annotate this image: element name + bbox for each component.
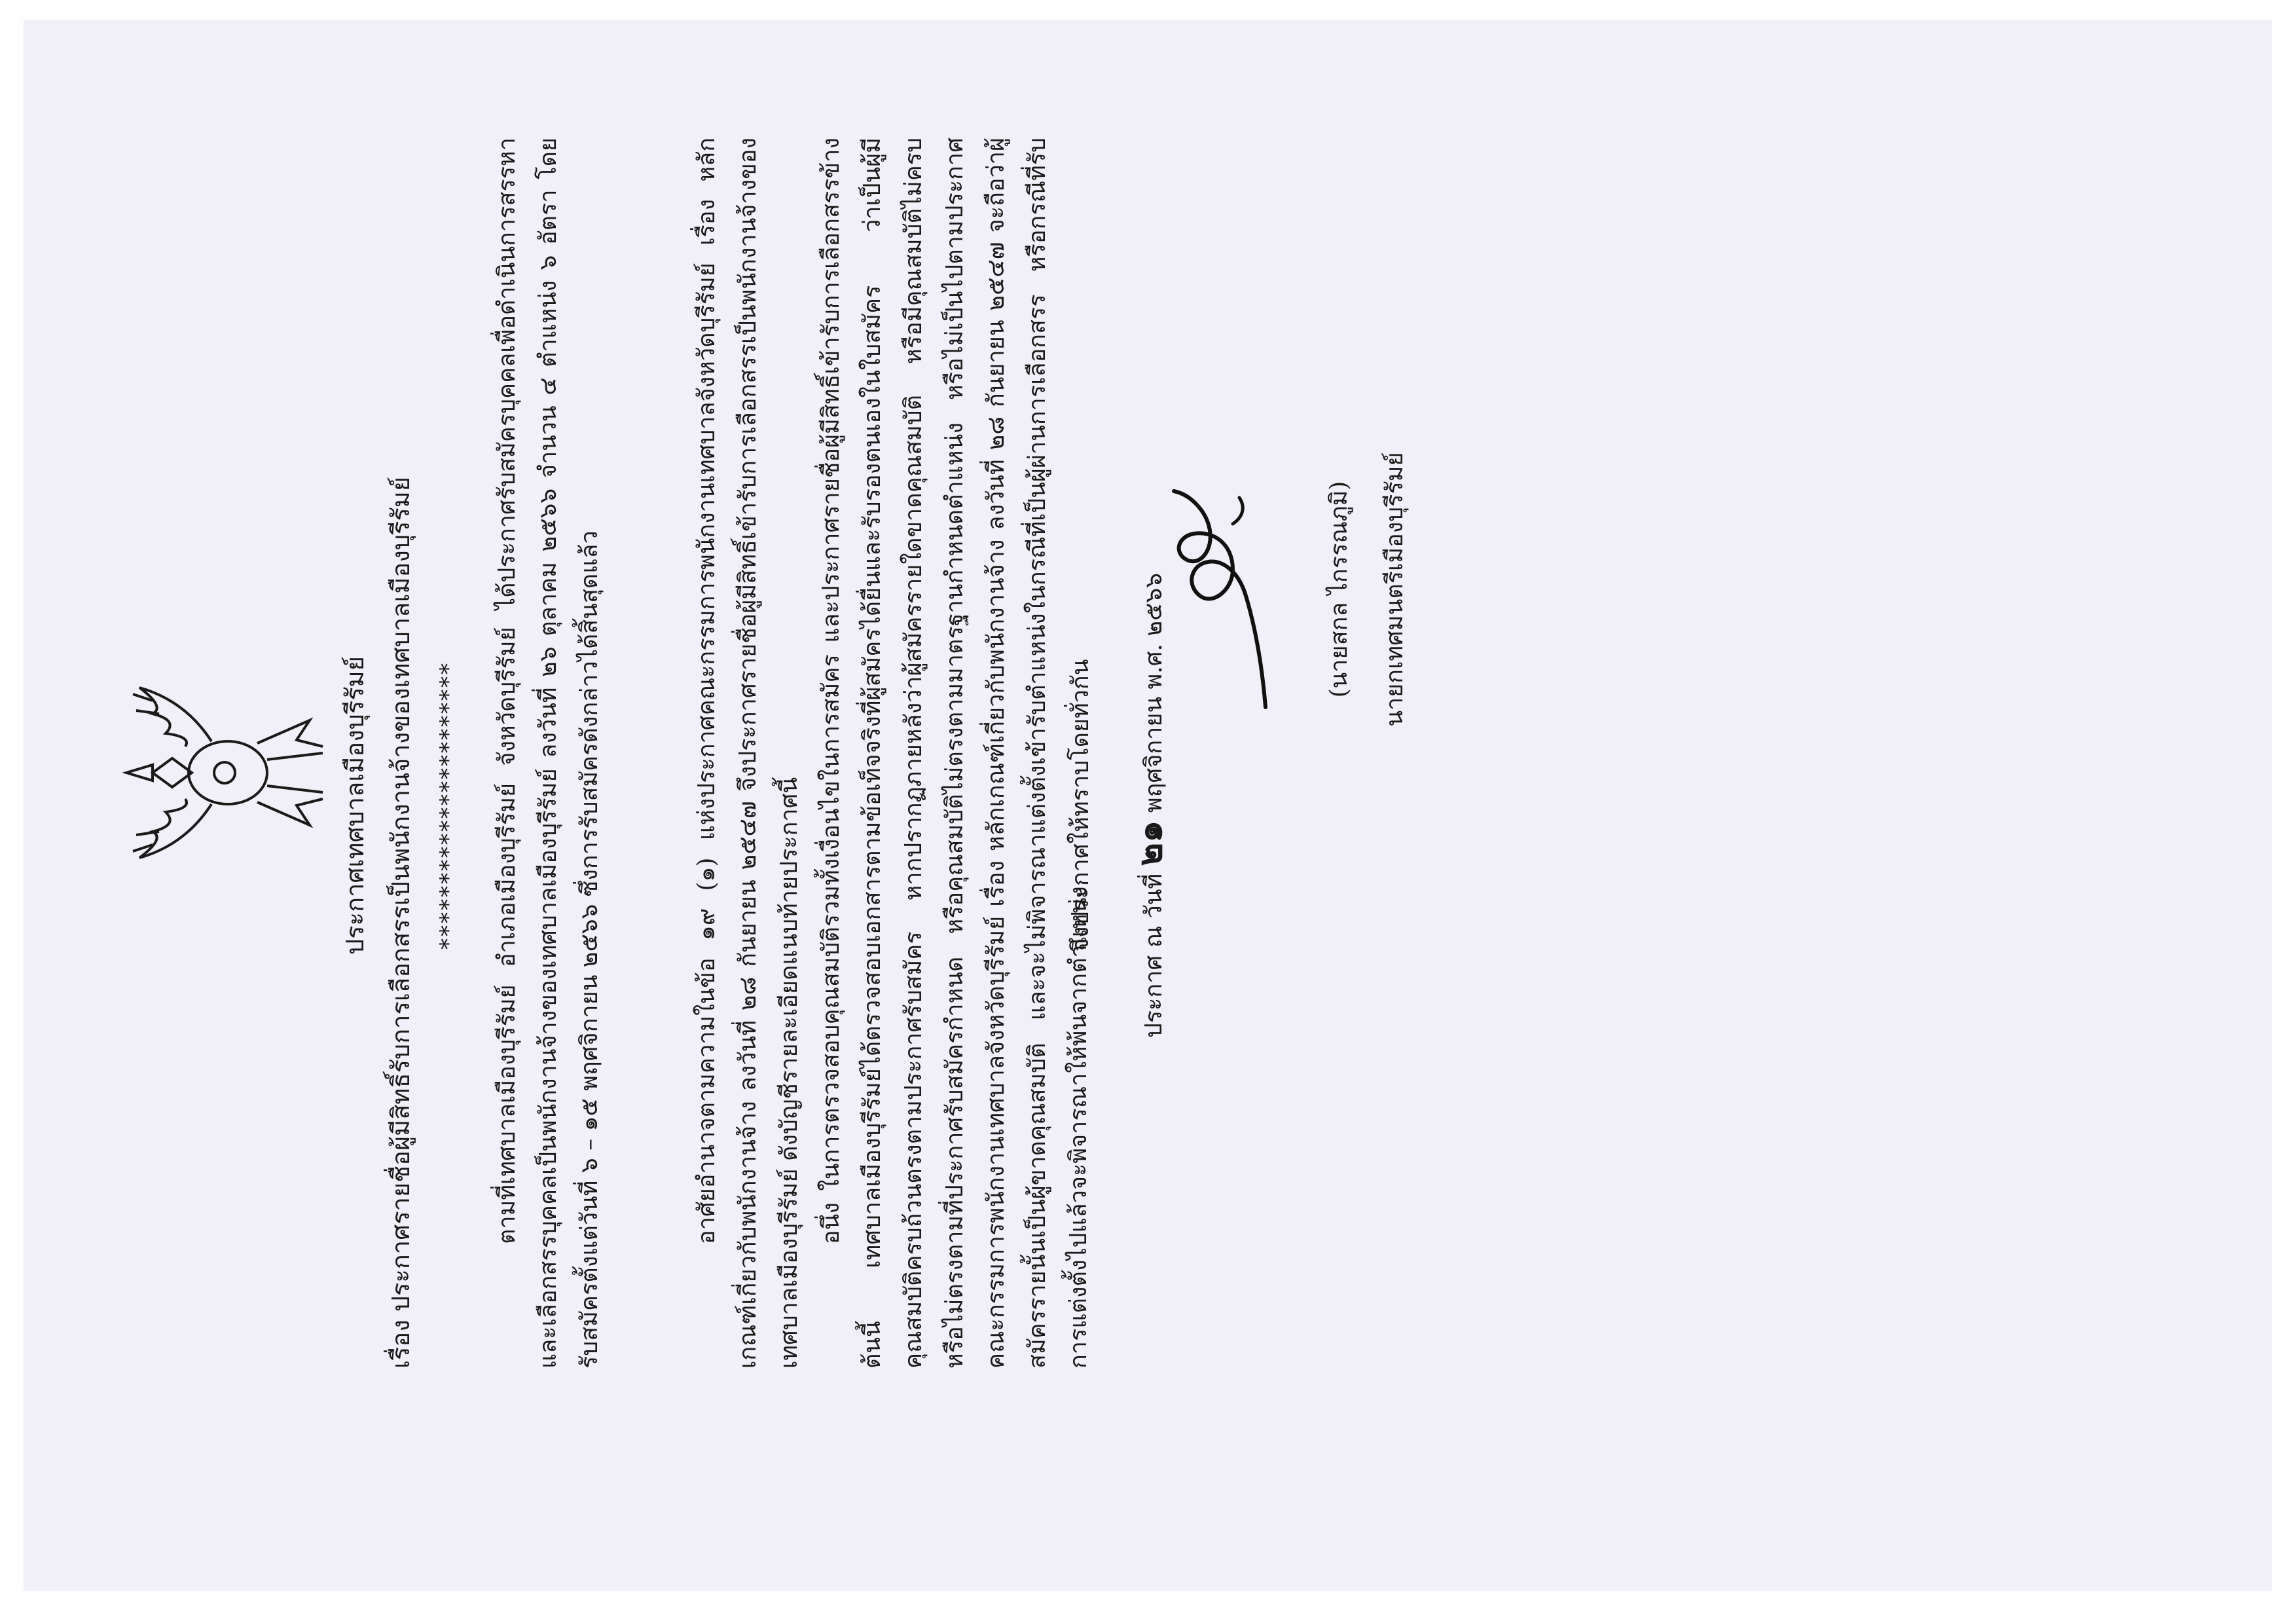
paragraph-authority (686, 138, 810, 1369)
date-day: ๒๑ (1128, 820, 1170, 866)
office-heading: ประกาศเทศบาลเมืองบุรีรัมย์ (340, 656, 369, 955)
signer-name: (นายสกล ไกรรณภูมิ) (1326, 481, 1353, 698)
subject-line: เรื่อง ประกาศรายชื่อผู้มีสิทธิ์รับการเลือกสรรเป็นพนักงานจ้างของเทศบาลเมืองบุรีรัมย์ (386, 476, 415, 1369)
scanned-sheet (24, 20, 2272, 1591)
paragraph-intro (486, 138, 610, 1369)
handwritten-signature (1141, 471, 1292, 720)
signer-title: นายกเทศมนตรีเมืองบุรีรัมย์ (1381, 452, 1408, 727)
document-page (35, 26, 2261, 1585)
paragraph-text: อนึ่ง ในการตรวจสอบคุณสมบัติรวมทั้งเงื่อนไขในการสมัคร และประกาศรายชื่อผู้มีสิทธิ์เข้ารับการเลือกสรรข้างต้นนี้ เทศบาลเมืองบุรีรัมย์ได้ตรวจสอบเอกสารตามข้อเท็จจริงที่ผู้สมัครได้ยื่นและรับรองตนเองในใบสมัคร ว่าเป็นผู้มีคุณสมบัติครบถ้วนตรงตามประกาศรับสมัคร หากปรากฏภายหลังว่าผู้สมัครรายใดขาดคุณสมบัติ หรือมีคุณสมบัติไม่ครบ หรือไม่ตรงตามที่ประกาศรับสมัครกำหนด หรือคุณสมบัติไม่ตรงตามมาตรฐานกำหนดตำแหน่ง หรือไม่เป็นไปตามประกาศคณะกรรมการพนักงานเทศบาลจังหวัดบุรีรัมย์ เรื่อง หลักเกณฑ์เกี่ยวกับพนักงานจ้าง ลงวันที่ ๒๘ กันยายน ๒๕๔๗ จะถือว่าผู้สมัครรายนั้นเป็นผู้ขาดคุณสมบัติ และจะไม่พิจารณาแต่งตั้งเข้ารับตำแหน่งในกรณีที่เป็นผู้ผ่านการเลือกสรร หรือกรณีที่รับการแต่งตั้งไปแล้วจะพิจารณาให้พ้นจากตำแหน่ง (818, 138, 1092, 1369)
date-prefix: ประกาศ ณ วันที่ (1140, 873, 1167, 1039)
paragraph-text: ตามที่เทศบาลเมืองบุรีรัมย์ อำเภอเมืองบุรีรัมย์ จังหวัดบุรีรัมย์ ได้ประกาศรับสมัครบุคคลเพื่อดำเนินการสรรหาและเลือกสรรบุคคลเป็นพนักงานจ้างของเทศบาลเมืองบุรีรัมย์ ลงวันที่ ๒๖ ตุลาคม ๒๕๖๖ จำนวน ๔ ตำแหน่ง ๖ อัตรา โดยรับสมัครตั้งแต่วันที่ ๖ – ๑๕ พฤศจิกายน ๒๕๖๖ ซึ่งการรับสมัครดังกล่าวได้สิ้นสุดแล้ว (494, 138, 603, 1369)
paragraph-notice (811, 138, 1099, 1369)
announce-line: จึงประกาศให้ทราบโดยทั่วกัน (1067, 659, 1094, 952)
paragraph-text: อาศัยอำนาจตามความในข้อ ๑๙ (๑) แห่งประกาศคณะกรรมการพนักงานเทศบาลจังหวัดบุรีรัมย์ เรื่อง หลักเกณฑ์เกี่ยวกับพนักงานจ้าง ลงวันที่ ๒๘ กันยายน ๒๕๔๗ จึงประกาศรายชื่อผู้มีสิทธิ์เข้ารับการเลือกสรรเป็นพนักงานจ้างของเทศบาลเมืองบุรีรัมย์ ดังบัญชีรายละเอียดแนบท้ายประกาศนี้ (693, 138, 803, 1369)
date-line (1128, 26, 1170, 1585)
divider-stars: ********************** (435, 661, 462, 950)
date-suffix: พฤศจิกายน พ.ศ. ๒๕๖๖ (1140, 572, 1167, 813)
garuda-emblem-icon (113, 674, 336, 871)
